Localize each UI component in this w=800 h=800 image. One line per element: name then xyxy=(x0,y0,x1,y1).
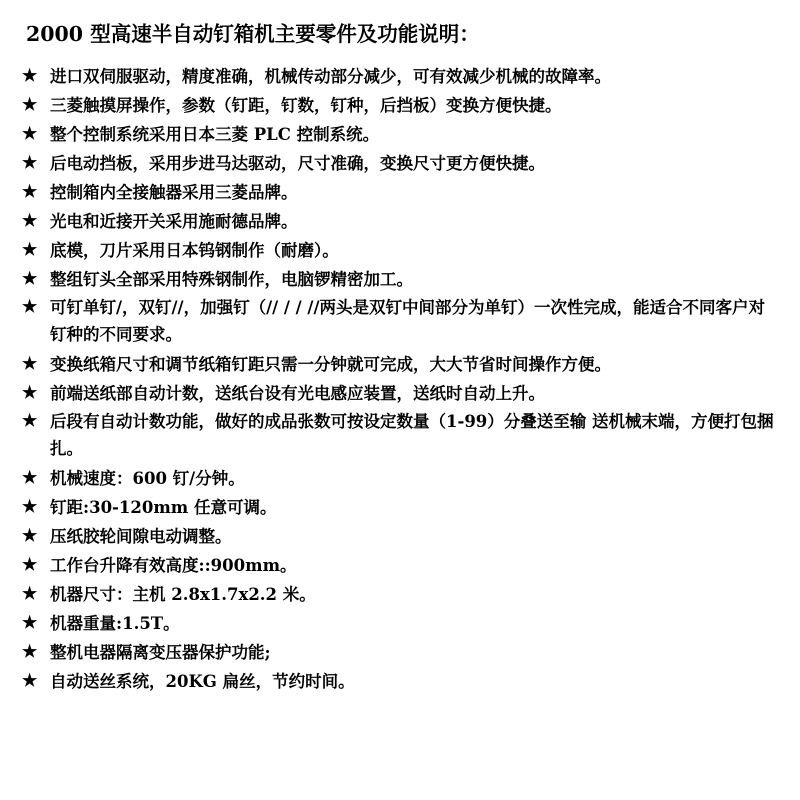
star-bullet-icon: ★ xyxy=(22,497,38,517)
star-bullet-icon: ★ xyxy=(22,671,38,691)
star-bullet-icon: ★ xyxy=(22,124,38,144)
star-bullet-icon: ★ xyxy=(22,182,38,202)
feature-item xyxy=(22,62,778,91)
feature-item xyxy=(22,91,778,120)
feature-text: 底模，刀片采用日本钨钢制作（耐磨）。 xyxy=(50,241,339,260)
feature-text: 三菱触摸屏操作，参数（钉距，钉数，钉种，后挡板）变换方便快捷。 xyxy=(50,96,562,115)
feature-list xyxy=(22,62,778,696)
feature-item xyxy=(22,609,778,638)
feature-text: 后段有自动计数功能，做好的成品张数可按设定数量（1-99）分叠送至输 送机械末端，方便打包捆扎。 xyxy=(50,412,774,458)
feature-text: 变换纸箱尺寸和调节纸箱钉距只需一分钟就可完成，大大节省时间操作方便。 xyxy=(50,355,611,374)
feature-item xyxy=(22,551,778,580)
feature-text: 压纸胶轮间隙电动调整。 xyxy=(50,527,232,546)
star-bullet-icon: ★ xyxy=(22,613,38,633)
feature-item xyxy=(22,120,778,149)
feature-item xyxy=(22,638,778,667)
star-bullet-icon: ★ xyxy=(22,468,38,488)
star-bullet-icon: ★ xyxy=(22,526,38,546)
feature-text: 整机电器隔离变压器保护功能; xyxy=(50,643,271,662)
star-bullet-icon: ★ xyxy=(22,66,38,86)
feature-item xyxy=(22,236,778,265)
feature-text: 机械速度：600 钉/分钟。 xyxy=(50,469,245,488)
feature-item xyxy=(22,522,778,551)
star-bullet-icon: ★ xyxy=(22,354,38,374)
feature-item xyxy=(22,408,778,462)
feature-text: 进口双伺服驱动，精度准确，机械传动部分减少，可有效减少机械的故障率。 xyxy=(50,67,611,86)
star-bullet-icon: ★ xyxy=(22,584,38,604)
feature-text: 光电和近接开关采用施耐德品牌。 xyxy=(50,212,298,231)
star-bullet-icon: ★ xyxy=(22,240,38,260)
feature-text: 后电动挡板，采用步进马达驱动，尺寸准确，变换尺寸更方便快捷。 xyxy=(50,154,545,173)
feature-item xyxy=(22,379,778,408)
feature-item xyxy=(22,493,778,522)
feature-text: 工作台升降有效高度::900mm。 xyxy=(50,556,297,575)
feature-text: 机器重量:1.5T。 xyxy=(50,614,180,633)
feature-text: 整组钉头全部采用特殊钢制作，电脑锣精密加工。 xyxy=(50,270,413,289)
feature-item xyxy=(22,667,778,696)
feature-text: 可钉单钉/，双钉//，加强钉（// / / //两头是双钉中间部分为单钉）一次性完成，能适合不同客户对钉种的不同要求。 xyxy=(50,298,765,344)
star-bullet-icon: ★ xyxy=(22,555,38,575)
feature-text: 前端送纸部自动计数，送纸台设有光电感应装置，送纸时自动上升。 xyxy=(50,384,545,403)
feature-item xyxy=(22,265,778,294)
feature-text: 机器尺寸：主机 2.8x1.7x2.2 米。 xyxy=(50,585,316,604)
feature-item xyxy=(22,294,778,348)
star-bullet-icon: ★ xyxy=(22,95,38,115)
feature-item xyxy=(22,580,778,609)
feature-item xyxy=(22,464,778,493)
star-bullet-icon: ★ xyxy=(22,411,38,431)
star-bullet-icon: ★ xyxy=(22,642,38,662)
star-bullet-icon: ★ xyxy=(22,153,38,173)
feature-item xyxy=(22,207,778,236)
feature-text: 自动送丝系统，20KG 扁丝，节约时间。 xyxy=(50,672,355,691)
feature-text: 控制箱内全接触器采用三菱品牌。 xyxy=(50,183,298,202)
star-bullet-icon: ★ xyxy=(22,269,38,289)
feature-item xyxy=(22,149,778,178)
feature-text: 钉距:30-120mm 任意可调。 xyxy=(50,498,277,517)
star-bullet-icon: ★ xyxy=(22,211,38,231)
star-bullet-icon: ★ xyxy=(22,383,38,403)
feature-item xyxy=(22,350,778,379)
document-title: 2000 型高速半自动钉箱机主要零件及功能说明： xyxy=(26,22,480,46)
star-bullet-icon: ★ xyxy=(22,297,38,317)
feature-text: 整个控制系统采用日本三菱 PLC 控制系统。 xyxy=(50,125,380,144)
feature-item xyxy=(22,178,778,207)
